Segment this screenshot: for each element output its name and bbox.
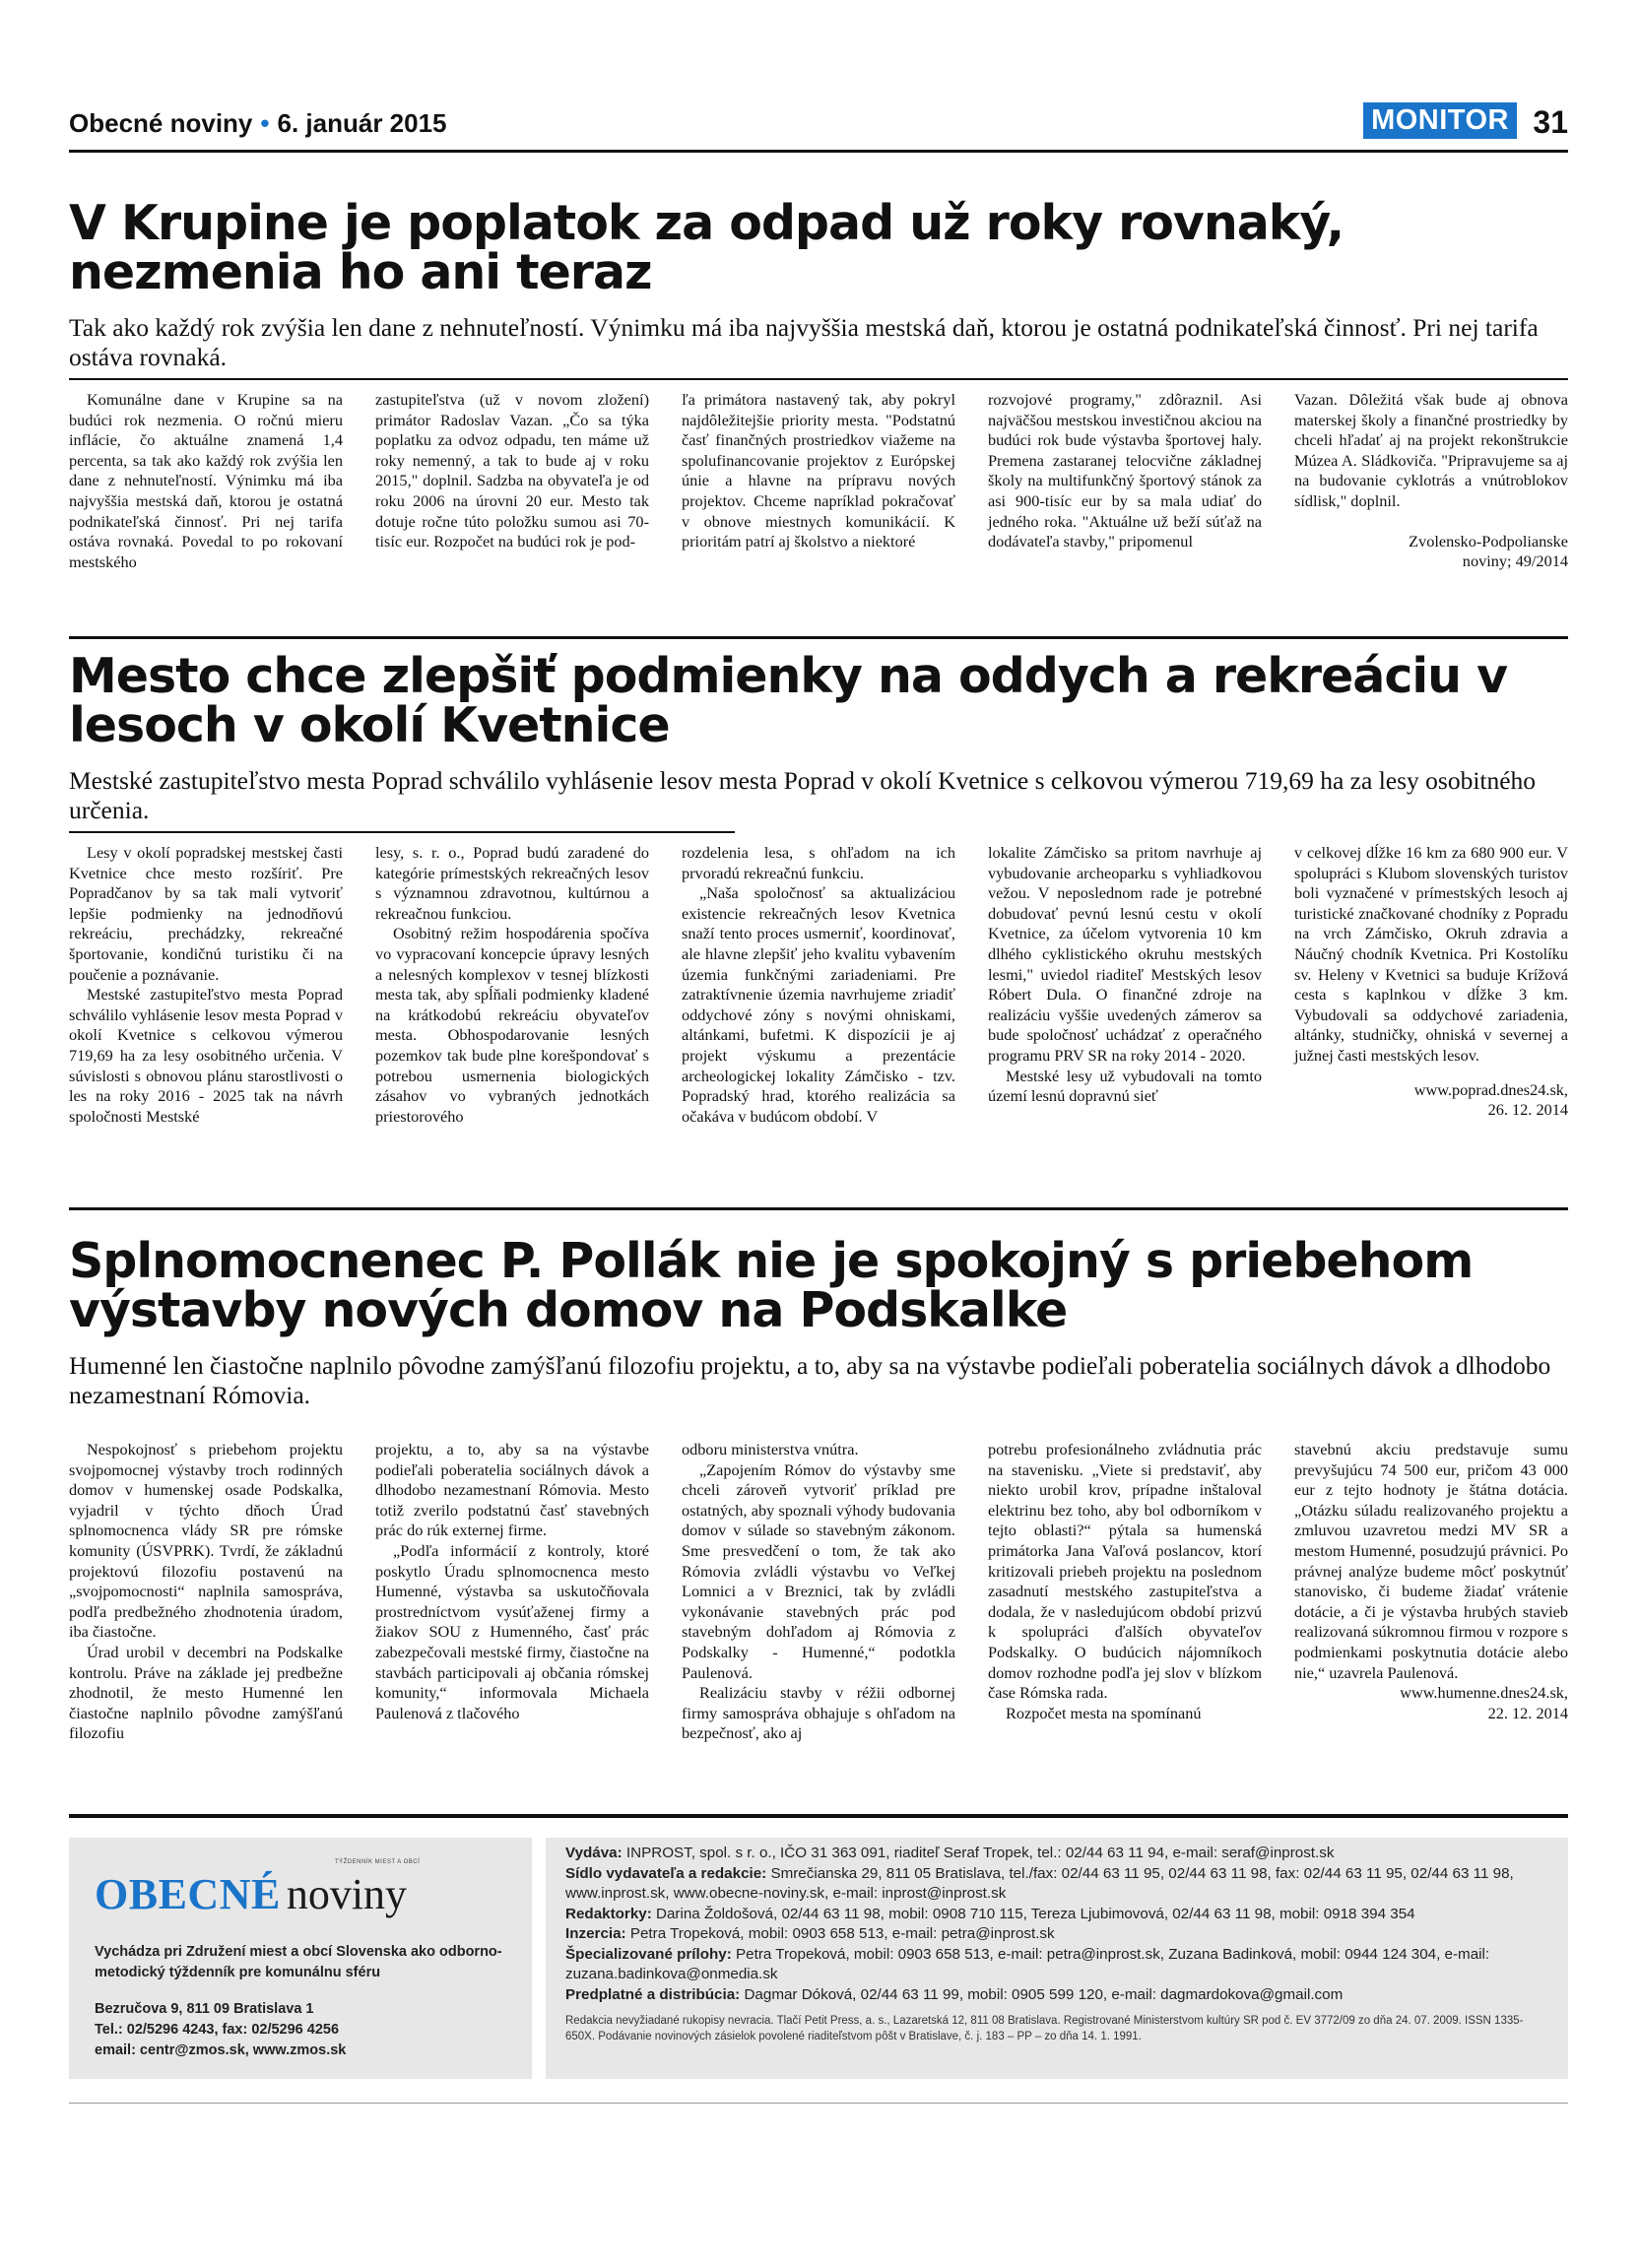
issue-date: 6. január 2015 (277, 108, 447, 138)
imprint-row-sidlo (565, 1864, 1548, 1905)
row-label: Redaktorky: (565, 1905, 652, 1922)
row-text: Darina Žoldošová, 02/44 63 11 98, mobil: 0908 710 115, Tereza Ljubimovová, 02/44 63 11 98, mobil: 0918 394 354 (651, 1905, 1415, 1922)
article-column (69, 843, 343, 1127)
header-rule (69, 150, 1568, 153)
article-source (1294, 532, 1568, 572)
article-column (375, 843, 649, 1127)
page-header (69, 102, 1568, 152)
logo-tagline: TÝŽDENNÍK MIEST A OBCÍ (335, 1859, 421, 1865)
logo-main-word: OBECNÉ (95, 1870, 281, 1918)
row-text: Smrečianska 29, 811 05 Bratislava, tel./fax: 02/44 63 11 95, 02/44 63 11 98, fax: 02/44 63 11 95, 02/44 63 11 98, www.inprost.sk, www.obecne-noviny.sk, e-mail: inprost@inprost.sk (565, 1864, 1514, 1902)
logo-second-word: noviny (286, 1870, 408, 1918)
paragraph: „Naša spoločnosť sa aktualizáciou existencie rekreačných lesov Kvetnica snaží tento proces usmerniť, koordinovať, ale hlavne zlepšiť jeho kvalitu vybavením územia funkčnými zariadeniami. Pre zatraktívnenie územia navrhujeme zriadiť oddychové zóny s novými ohniskami, altánkami, bufetmi. K dispozícii je aj projekt výskumu a prezentácie archeologickej lokality Zámčisko - tzv. Popradský hrad, ktorého realizácia sa očakáva v budúcom období. V (682, 883, 955, 1126)
article-separator (69, 1207, 1568, 1210)
address-line: Bezručova 9, 811 09 Bratislava 1 (95, 2001, 314, 2017)
article-column (988, 390, 1262, 572)
row-label: Špecializované prílohy: (565, 1945, 732, 1963)
article-column (1294, 843, 1568, 1127)
article-column (682, 843, 955, 1127)
imprint-box (69, 1838, 1568, 2079)
article-columns (69, 843, 1568, 1127)
newspaper-logo (95, 1861, 506, 1916)
paragraph: Úrad urobil v decembri na Podskalke kontrolu. Práve na základe jej predbežne zhodnotil, že mesto Humenné len čiastočne naplnilo pôvodne zamýšľanú filozofiu (69, 1642, 343, 1743)
source-line: 26. 12. 2014 (1487, 1100, 1568, 1120)
paragraph: Osobitný režim hospodárenia spočíva vo vypracovaní koncepcie úpravy lesných a nelesných komplexov v tesnej blízkosti mesta tak, aby spĺňali podmienky kladené na krátkodobú rekreáciu obyvateľov mesta. Obhospodarovanie lesných pozemkov tak bude plne korešpondovať s potrebou usmernenia biologických zásahov vo vybraných jednotkách priestorového (375, 924, 649, 1126)
imprint-row-vydava (565, 1844, 1548, 1864)
source-line: 22. 12. 2014 (1487, 1703, 1568, 1722)
imprint-row-predplatne (565, 1985, 1548, 2006)
article-source (1294, 1683, 1568, 1723)
article-headline: V Krupine je poplatok za odpad už roky rovnaký, nezmenia ho ani teraz (69, 195, 1345, 300)
article-headline: Mesto chce zlepšiť podmienky na oddych a rekreáciu v lesoch v okolí Kvetnice (69, 648, 1508, 753)
article-columns (69, 1440, 1568, 1744)
paragraph: rozvojové programy," zdôraznil. Asi najväčšou mestskou investičnou akciou na budúci rok bude výstavba športovej haly. Premena zastaranej telocvične základnej školy na multifunkčný športový stánok za asi 900-tisíc eur by sa mala udiať do jedného roka. "Aktuálne už beží súťaž na dodávateľa stavby," pripomenul (988, 390, 1262, 551)
paragraph: v celkovej dĺžke 16 km za 680 900 eur. V spolupráci s Klubom slovenských turistov boli vyznačené v prímestských lesoch aj turistické značkované chodníky z Popradu na vrch Zámčisko, Okruh zdravia a Náučný chodník Kvetnica. Pri Kostolíku sv. Heleny v Kvetnici sa buduje Krížová cesta s kaplnkou v dĺžke 3 km. Vybudovali sa oddychové zariadenia, altánky, studničky, ohniská v severnej a južnej časti mestských lesov. (1294, 843, 1568, 1065)
article-lead: Humenné len čiastočne naplnilo pôvodne zamýšľanú filozofiu projektu, a to, aby sa na výstavbe podieľali poberatelia sociálnych dávok a dlhodobo nezamestnaní Rómovia. (69, 1351, 1551, 1409)
imprint-row-prilohy (565, 1945, 1548, 1985)
bullet-dot: • (260, 108, 270, 138)
source-line: Zvolensko-Podpolianske (1409, 531, 1568, 551)
article-podskalka (69, 1233, 1568, 1744)
imprint-details-panel (546, 1838, 1568, 2079)
paragraph: Komunálne dane v Krupine sa na budúci rok nezmenia. O ročnú mieru inflácie, čo aktuálne znamená 1,4 percenta, sa tak ako každý rok zvýšia len dane z nehnuteľností. Výnimku má iba najvyššia mestská daň, ktorou je ostatná podnikateľská činnosť. Pri nej tarifa ostáva rovnaká. Povedal to po rokovaní mestského (69, 390, 343, 571)
source-line: www.humenne.dnes24.sk, (1400, 1683, 1568, 1703)
paragraph: „Podľa informácií z kontroly, ktoré poskytlo Úradu splnomocnenca mesto Humenné, výstavba sa uskutočňovala prostredníctvom vysúťaženej firmy a žiakov SOU z Humenného, časť prác zabezpečovali mestské firmy, čiastočne na stavbách participovali aj občania rómskej komunity,“ informovala Michaela Paulenová z tlačového (375, 1540, 649, 1722)
paragraph: lokalite Zámčisko sa pritom navrhuje aj vybudovanie archeoparku s vyhliadkovou vežou. V neposlednom rade je potrebné dobudovať pevnú lesnú cestu v okolí Kvetnice, za účelom vytvorenia 10 km dlhého cyklistického okruhu mestských lesmi," uviedol riaditeľ Mestských lesov Róbert Dula. O finančné zdroje na realizáciu vyššie uvedených zámerov sa bude spoločnosť uchádzať z operačného programu PRV SR na roky 2014 - 2020. (988, 843, 1262, 1065)
article-column (69, 1440, 343, 1744)
publisher-contact (95, 1999, 506, 2061)
article-lead: Mestské zastupiteľstvo mesta Poprad schválilo vyhlásenie lesov mesta Poprad v okolí Kvetnice s celkovou výmerou 719,69 ha za lesy osobitného určenia. (69, 766, 1537, 824)
section-badge: MONITOR (1363, 102, 1517, 139)
source-line: www.poprad.dnes24.sk, (1413, 1079, 1568, 1099)
article-headline: Splnomocnenec P. Pollák nie je spokojný s priebehom výstavby nových domov na Podskalke (69, 1233, 1474, 1338)
footer-rule (69, 1814, 1568, 1818)
lead-rule (69, 378, 1568, 380)
paragraph: ľa primátora nastavený tak, aby pokryl najdôležitejšie priority mesta. "Podstatnú časť finančných prostriedkov viažeme na spolufinancovanie projektov z Európskej únie a hlavne na prípravu nových projektov. Chceme napríklad pokračovať v obnove miestnych komunikácií. K prioritám patrí aj školstvo a niektoré (682, 390, 955, 551)
article-source (1294, 1080, 1568, 1121)
paragraph: Lesy v okolí popradskej mestskej časti Kvetnice chce mesto rozšíriť. Pre Popradčanov by sa tak mali vytvoriť lepšie podmienky na jednodňovú rekreáciu, prechádzky, rekreačné športovanie, kondičnú turistiku či na poučenie a poznávanie. (69, 843, 343, 984)
paragraph: stavebnú akciu predstavuje sumu prevyšujúcu 74 500 eur, pričom 43 000 eur z tejto hodnoty je štátna dotácia. „Otázku súladu realizovaného projektu a zmluvou uzavretou medzi MV SR a mestom Humenné, posudzujú právnici. Po právnej analýze budeme môcť poskytnúť stanovisko, či budeme žiadať vrátenie dotácie, a či je výstavba hrubých stavieb realizovaná súkromnou firmou v rozpore s podmienkami poskytnutia dotácie alebo nie,“ uzavrela Paulenová. (1294, 1440, 1568, 1682)
paragraph: Mestské lesy už vybudovali na tomto území lesnú dopravnú sieť (988, 1066, 1262, 1106)
paragraph: rozdelenia lesa, s ohľadom na ich prvoradú rekreačnú funkciu. (682, 843, 955, 882)
masthead-line (69, 108, 447, 139)
article-separator (69, 636, 1568, 639)
article-column (1294, 390, 1568, 572)
article-column (69, 390, 343, 572)
paragraph: Vazan. Dôležitá však bude aj obnova materskej školy a finančné prostriedky by chceli hľadať aj na projekt rekonštrukcie Múzea A. Sládkoviča. "Pripravujeme sa aj na budovanie cyklotrás a vnútroblokov sídlisk," doplnil. (1294, 390, 1568, 510)
imprint-row-redaktorky (565, 1905, 1548, 1925)
paragraph: potrebu profesionálneho zvládnutia prác na stavenisku. „Viete si predstaviť, aby niekto urobil krov, prípadne inštaloval elektrinu bez toho, aby bol odborníkom v tejto oblasti?“ pýtala sa humenská primátorka Jana Vaľová poslancov, ktorí kritizovali priebeh projektu na poslednom zasadnutí mestského zastupiteľstva a dodala, že v nasledujúcom období prizvú k spolupráci ďalších obyvateľov Podskalky. O budúcich nájomníkoch domov rozhodne podľa jej slov v blízkom čase Rómska rada. (988, 1440, 1262, 1703)
row-label: Predplatné a distribúcia: (565, 1985, 741, 2003)
row-text: INPROST, spol. s r. o., IČO 31 363 091, riaditeľ Seraf Tropek, tel.: 02/44 63 11 94, e-mail: seraf@inprost.sk (622, 1845, 1335, 1861)
page-number: 31 (1533, 104, 1568, 140)
article-column (988, 1440, 1262, 1744)
imprint-fine-print: Redakcia nevyžiadané rukopisy nevracia. Tlačí Petit Press, a. s., Lazaretská 12, 811 08 Bratislava. Registrované Ministerstvom kultúry SR pod č. EV 3772/09 zo dňa 24. 07. 2009. ISSN 1335-650X. Podávanie novinových zásielok povolené riaditeľstvom pôšt v Bratislave, č. j. 183 – PP – zo dňa 14. 1. 1991. (565, 2015, 1524, 2042)
row-label: Vydáva: (565, 1845, 623, 1861)
article-column (375, 390, 649, 572)
row-text: Petra Tropeková, mobil: 0903 658 513, e-mail: petra@inprost.sk (625, 1925, 1055, 1942)
row-text: Dagmar Dóková, 02/44 63 11 99, mobil: 0905 599 120, e-mail: dagmardokova@gmail.com (740, 1985, 1344, 2003)
paragraph: „Zapojením Rómov do výstavby sme chceli zároveň vytvoriť príklad pre ostatných, aby spoznali výhody budovania domov v súlade so stavebným zákonom. Sme presvedčení o tom, že tak ako Rómovia zvládli výstavbu vo Veľkej Lomnici a v Breznici, tak by zvládli vykonávanie stavebných prác pod stavebným dohľadom aj Rómovia z Podskalky - Humenné,“ podotkla Paulenová. (682, 1459, 955, 1682)
paragraph: Nespokojnosť s priebehom projektu svojpomocnej výstavby troch rodinných domov v humenskej osade Podskalka, vyjadril v týchto dňoch Úrad splnomocnenca vlády SR pre rómske komunity (ÚSVPRK). Tvrdí, že základnú projektovú filozofiu postavenú na „svojpomocnosti“ naplnila samospráva, podľa predbežného zhodnotenia úradom, iba čiastočne. (69, 1440, 343, 1642)
bottom-rule (69, 2103, 1568, 2104)
article-column (682, 390, 955, 572)
paragraph: zastupiteľstva (už v novom zložení) primátor Radoslav Vazan. „Čo sa týka poplatku za odvoz odpadu, ten máme už roky nemenný, a tak to bude aj v roku 2015," doplnil. Sadzba na obyvateľa je od roku 2006 na úrovni 20 eur. Mesto tak dotuje ročne túto položku sumou asi 70-tisíc eur. Rozpočet na budúci rok je pod- (375, 390, 649, 551)
article-column (375, 1440, 649, 1744)
publisher-description: Vychádza pri Združení miest a obcí Slovenska ako odborno-metodický týždenník pre komunálnu sféru (95, 1944, 502, 1980)
paragraph: Realizáciu stavby v réžii odbornej firmy samospráva obhajuje s ohľadom na bezpečnosť, ako aj (682, 1683, 955, 1743)
row-label: Inzercia: (565, 1925, 626, 1942)
email-line: email: centr@zmos.sk, www.zmos.sk (95, 2042, 347, 2058)
imprint-row-inzercia (565, 1924, 1548, 1945)
paragraph: lesy, s. r. o., Poprad budú zaradené do kategórie prímestských rekreačných lesov s významnou zdravotnou, kultúrnou a rekreačnou funkciou. (375, 843, 649, 923)
article-lead: Tak ako každý rok zvýšia len dane z nehnuteľností. Výnimku má iba najvyššia mestská daň, ktorou je ostatná podnikateľská činnosť. Pri nej tarifa ostáva rovnaká. (69, 313, 1539, 371)
paragraph: Rozpočet mesta na spomínanú (1006, 1703, 1202, 1722)
paragraph: Mestské zastupiteľstvo mesta Poprad schválilo vyhlásenie lesov mesta Poprad v okolí Kvetnice s celkovou výmerou 719,69 ha za lesy osobitného určenia. V súvislosti s obnovou plánu starostlivosti o les na roky 2016 - 2025 tak na návrh spoločnosti Mestské (69, 985, 343, 1126)
article-column (1294, 1440, 1568, 1744)
article-column (988, 843, 1262, 1127)
row-text: Petra Tropeková, mobil: 0903 658 513, e-mail: petra@inprost.sk, Zuzana Badinková, mobil: 0944 124 304, e-mail: zuzana.badinkova@onmedia.sk (565, 1945, 1490, 1982)
publication-name: Obecné noviny (69, 108, 253, 138)
article-krupina (69, 195, 1568, 572)
paragraph: odboru ministerstva vnútra. (682, 1440, 859, 1458)
article-kvetnica (69, 648, 1568, 1127)
article-column (682, 1440, 955, 1744)
phone-line: Tel.: 02/5296 4243, fax: 02/5296 4256 (95, 2022, 340, 2038)
paragraph: projektu, a to, aby sa na výstavbe podieľali poberatelia sociálnych dávok a dlhodobo nezamestnaní Rómovia. Mesto totiž zverilo podstatnú časť stavebných prác do rúk externej firme. (375, 1440, 649, 1540)
lead-rule (69, 831, 735, 833)
row-label: Sídlo vydavateľa a redakcie: (565, 1864, 767, 1882)
source-line: noviny; 49/2014 (1462, 551, 1568, 571)
article-columns (69, 390, 1568, 572)
imprint-publisher-panel (69, 1838, 532, 2079)
